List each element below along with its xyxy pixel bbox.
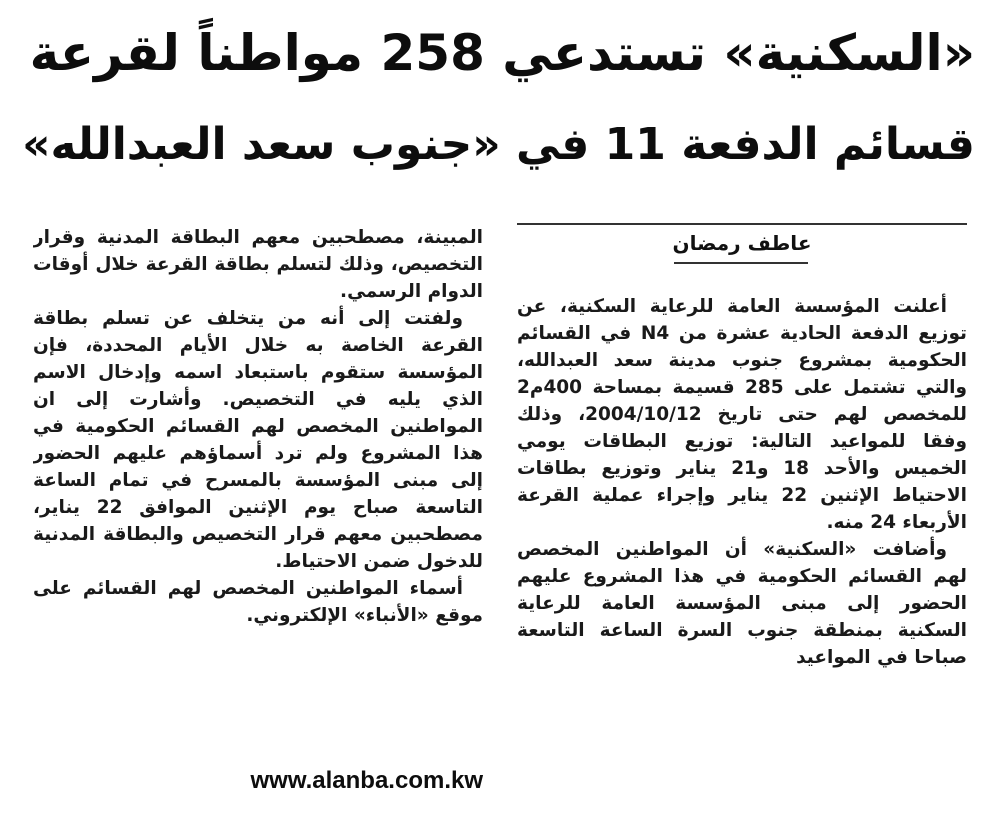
- column-top-rule: [517, 223, 967, 225]
- headline-line-1: «السكنية» تستدعي 258 مواطناً لقرعة: [29, 24, 975, 82]
- article-column-right: [517, 293, 967, 823]
- article-paragraph: أعلنت المؤسسة العامة للرعاية السكنية، عن توزيع الدفعة الحادية عشرة من N4 في القسائم الحكومية بمشروع جنوب مدينة سعد العبدالله، والتي تشتمل على 285 قسيمة بمساحة 400م2 للمخصص لهم حتى تاريخ 2004/10/12، وذلك وفقا للمواعيد التالية: توزيع البطاقات يومي الخميس والأحد 18 و21 يناير وتوزيع بطاقات الاحتياط الإثنين 22 يناير وإجراء عملية القرعة الأربعاء 24 منه.: [517, 296, 967, 533]
- byline: عاطف رمضان: [672, 231, 812, 255]
- article-paragraph: وأضافت «السكنية» أن المواطنين المخصص لهم القسائم الحكومية في هذا المشروع عليهم الحضور إلى مبنى المؤسسة العامة للرعاية السكنية بمنطقة جنوب السرة الساعة التاسعة صباحا في المواعيد: [517, 539, 967, 668]
- byline-underline: [674, 262, 808, 264]
- article-paragraph: المبينة، مصطحبين معهم البطاقة المدنية وقرار التخصيص، وذلك لتسلم بطاقة القرعة خلال أوقات الدوام الرسمي.: [33, 227, 483, 302]
- article-paragraph: ولفتت إلى أنه من يتخلف عن تسلم بطاقة القرعة الخاصة به خلال الأيام المحددة، فإن المؤسسة ستقوم باستبعاد اسمه وإدخال الاسم الذي يليه في التخصيص. وأشارت إلى ان المواطنين المخصص لهم القسائم الحكومية في هذا المشروع ولم ترد أسماؤهم عليهم الحضور إلى مبنى المؤسسة بالمسرح في تمام الساعة التاسعة صباح يوم الإثنين الموافق 22 يناير، مصطحبين معهم قرار التخصيص والبطاقة المدنية للدخول ضمن الاحتياط.: [33, 308, 483, 572]
- headline-line-2: قسائم الدفعة 11 في «جنوب سعد العبدالله»: [22, 119, 975, 170]
- article-column-left: [33, 224, 483, 760]
- article-paragraph: أسماء المواطنين المخصص لهم القسائم على موقع «الأنباء» الإلكتروني.: [33, 578, 483, 626]
- website-url: www.alanba.com.kw: [250, 767, 483, 794]
